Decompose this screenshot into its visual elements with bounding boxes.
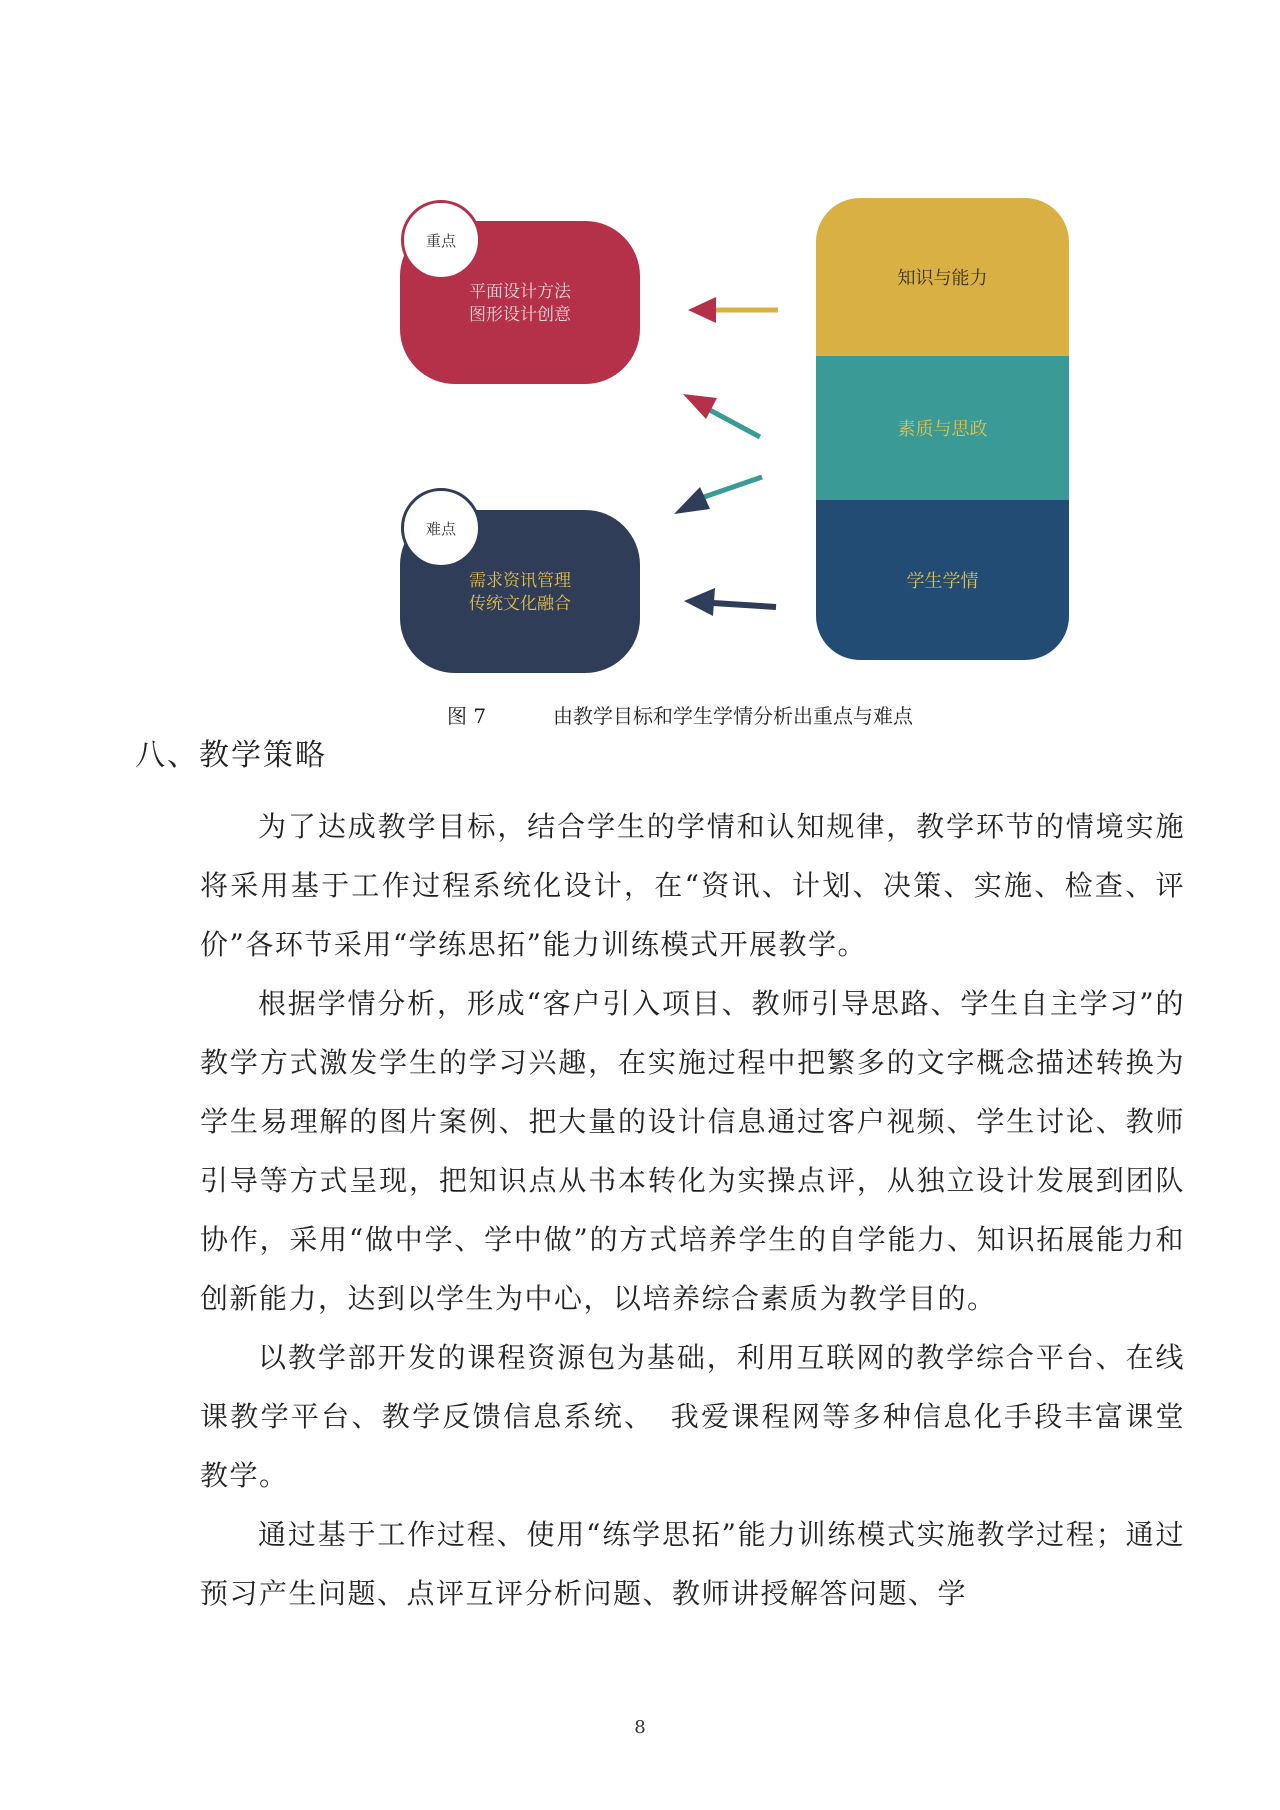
key-points-badge: 重点 [401, 200, 481, 280]
paragraph: 以教学部开发的课程资源包为基础，利用互联网的教学综合平台、在线课教学平台、教学反馈信息系统、 我爱课程网等多种信息化手段丰富课堂教学。 [200, 1341, 1185, 1492]
arrow-quality-to-difficult [674, 477, 762, 514]
difficult-point-line: 传统文化融合 [469, 594, 571, 614]
section-heading: 八、教学策略 [135, 738, 327, 773]
figure-caption [0, 700, 1280, 728]
arrows [0, 0, 1280, 700]
difficult-points-badge: 难点 [401, 488, 481, 568]
page-number: 8 [634, 1717, 646, 1738]
paragraph: 通过基于工作过程、使用“练学思拓”能力训练模式实施教学过程；通过预习产生问题、点评互评分析问题、教师讲授解答问题、学 [200, 1518, 1185, 1610]
section-body [200, 797, 1185, 1623]
key-point-line: 平面设计方法 [469, 282, 571, 302]
paragraph: 根据学情分析，形成“客户引入项目、教师引导思路、学生自主学习”的教学方式激发学生的学习兴趣，在实施过程中把繁多的文字概念描述转换为学生易理解的图片案例、把大量的设计信息通过客户视频、学生讨论、教师引导等方式呈现，把知识点从书本转化为实操点评，从独立设计发展到团队协作，采用“做中学、学中做”的方式培养学生的自学能力、知识拓展能力和创新能力，达到以学生为中心，以培养综合素质为教学目的。 [200, 987, 1185, 1315]
arrow-quality-to-key [683, 394, 760, 437]
key-point-line: 图形设计创意 [469, 305, 571, 325]
arrow-learner-to-difficult [684, 588, 776, 616]
arrow-knowledge-to-key [688, 297, 778, 323]
paragraph: 为了达成教学目标，结合学生的学情和认知规律，教学环节的情境实施将采用基于工作过程系统化设计，在“资讯、计划、决策、实施、检查、评价”各环节采用“学练思拓”能力训练模式开展教学。 [200, 810, 1185, 961]
pillar-band-learner: 学生学情 [816, 500, 1069, 660]
pillar-band-quality: 素质与思政 [816, 356, 1069, 500]
figure-caption-text: 由教学目标和学生学情分析出重点与难点 [553, 704, 913, 728]
focus-difficulty-diagram [0, 0, 1280, 700]
pillar-band-knowledge: 知识与能力 [816, 198, 1069, 356]
figure-number: 图 7 [447, 704, 487, 728]
difficult-point-line: 需求资讯管理 [469, 571, 571, 591]
